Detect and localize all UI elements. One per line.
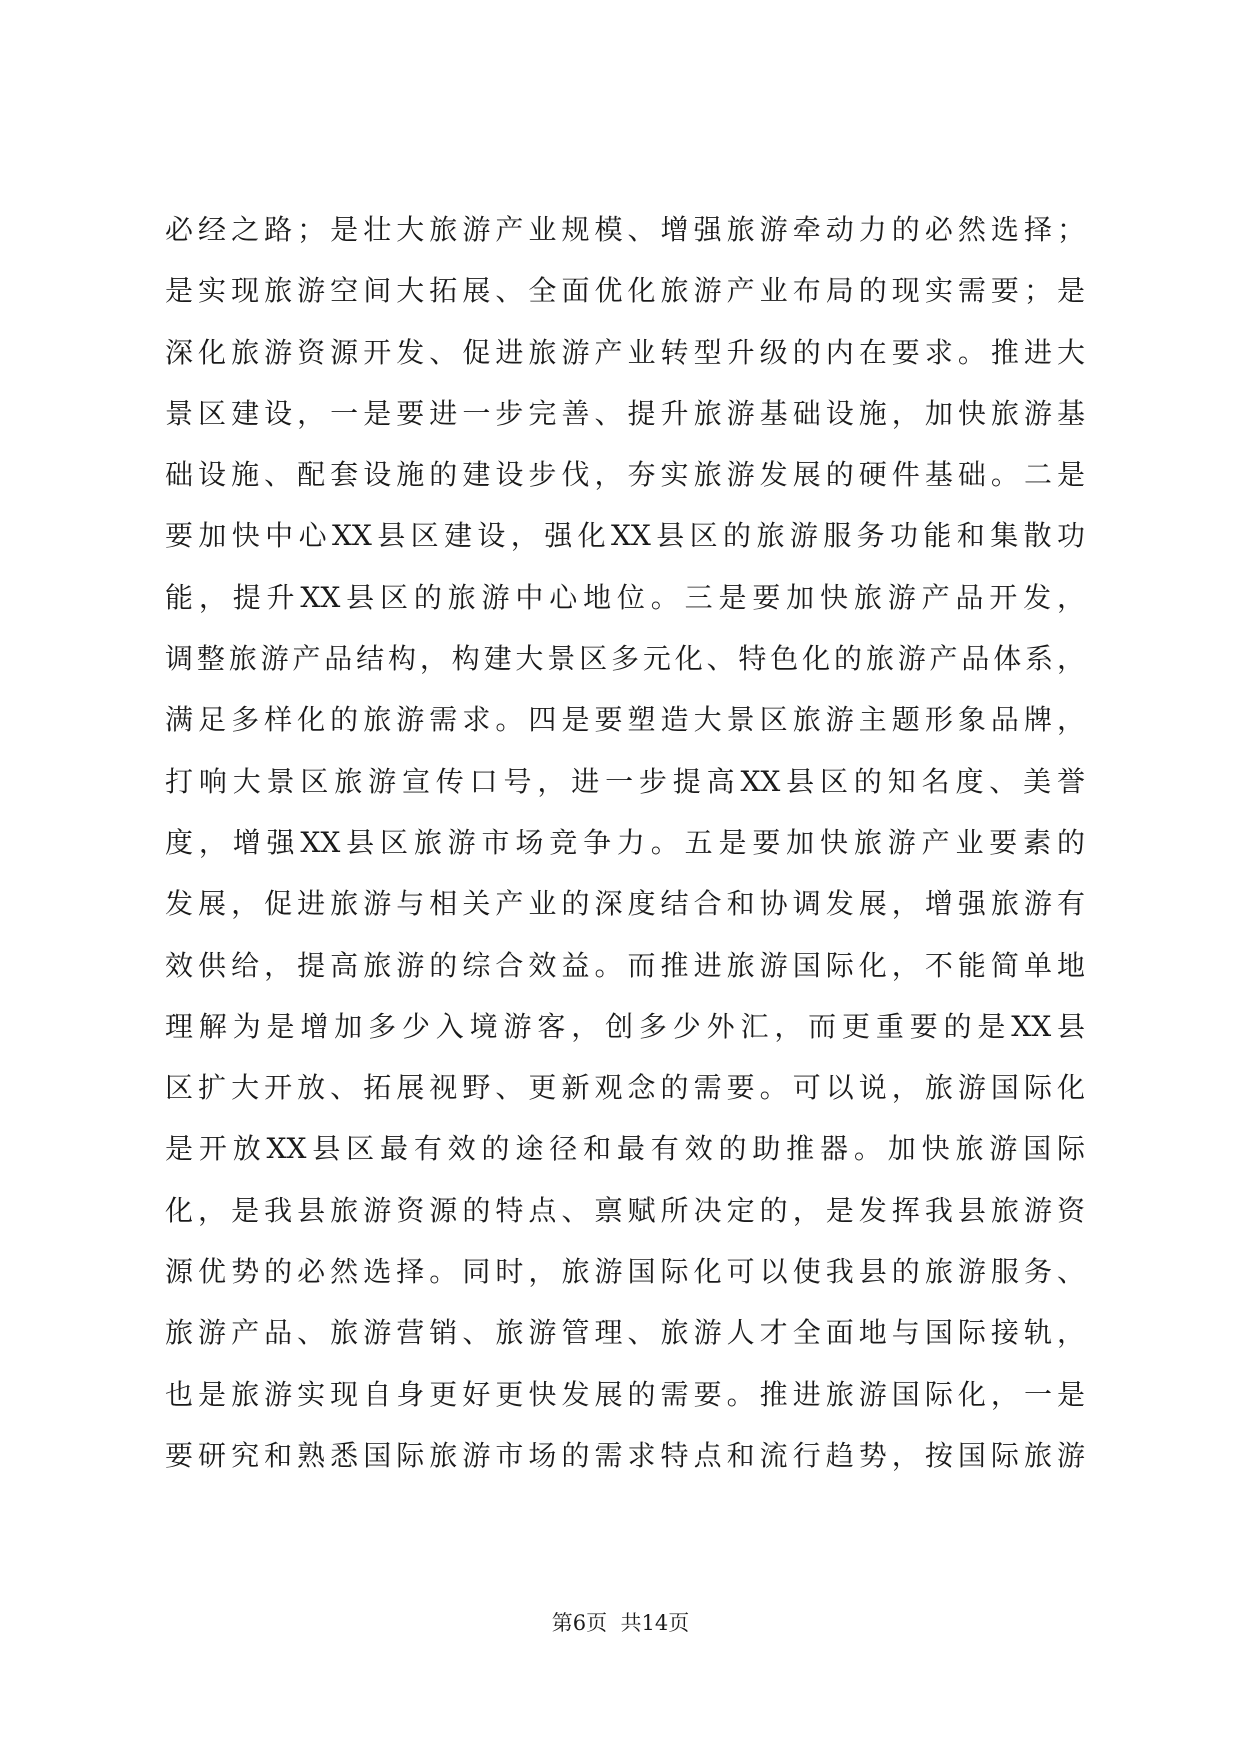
text-line: 满足多样化的旅游需求。四是要塑造大景区旅游主题形象品牌， — [165, 703, 1085, 737]
text-line: 调整旅游产品结构，构建大景区多元化、特色化的旅游产品体系， — [165, 642, 1085, 676]
text-line: 打响大景区旅游宣传口号，进一步提高XX县区的知名度、美誉 — [165, 764, 1085, 798]
text-line: 理解为是增加多少入境游客，创多少外汇，而更重要的是XX县 — [165, 1009, 1085, 1043]
page-footer — [0, 1608, 1241, 1638]
text-line: 必经之路；是壮大旅游产业规模、增强旅游牵动力的必然选择； — [165, 213, 1085, 246]
text-line: 要加快中心XX县区建设，强化XX县区的旅游服务功能和集散功 — [165, 519, 1085, 553]
body-text — [165, 208, 1085, 1495]
text-line: 也是旅游实现自身更好更快发展的需要。推进旅游国际化，一是 — [165, 1377, 1085, 1411]
text-line: 景区建设，一是要进一步完善、提升旅游基础设施，加快旅游基 — [165, 396, 1085, 430]
text-line: 化，是我县旅游资源的特点、禀赋所决定的，是发挥我县旅游资 — [165, 1193, 1085, 1227]
text-line: 是开放XX县区最有效的途径和最有效的助推器。加快旅游国际 — [165, 1132, 1085, 1166]
text-line: 源优势的必然选择。同时，旅游国际化可以使我县的旅游服务、 — [165, 1255, 1085, 1289]
text-line: 区扩大开放、拓展视野、更新观念的需要。可以说，旅游国际化 — [165, 1071, 1085, 1105]
text-line: 发展，促进旅游与相关产业的深度结合和协调发展，增强旅游有 — [165, 887, 1085, 921]
text-line: 要研究和熟悉国际旅游市场的需求特点和流行趋势，按国际旅游 — [165, 1438, 1085, 1472]
text-line: 深化旅游资源开发、促进旅游产业转型升级的内在要求。推进大 — [165, 335, 1085, 369]
text-line: 旅游产品、旅游营销、旅游管理、旅游人才全面地与国际接轨， — [165, 1316, 1085, 1350]
text-line: 是实现旅游空间大拓展、全面优化旅游产业布局的现实需要；是 — [165, 274, 1085, 308]
text-line: 础设施、配套设施的建设步伐，夯实旅游发展的硬件基础。二是 — [165, 458, 1085, 492]
text-line: 度，增强XX县区旅游市场竞争力。五是要加快旅游产业要素的 — [165, 825, 1085, 859]
page-number-label: 第6页 共14页 — [551, 1611, 690, 1635]
text-line: 效供给，提高旅游的综合效益。而推进旅游国际化，不能简单地 — [165, 948, 1085, 982]
text-line: 能，提升XX县区的旅游中心地位。三是要加快旅游产品开发， — [165, 580, 1085, 614]
